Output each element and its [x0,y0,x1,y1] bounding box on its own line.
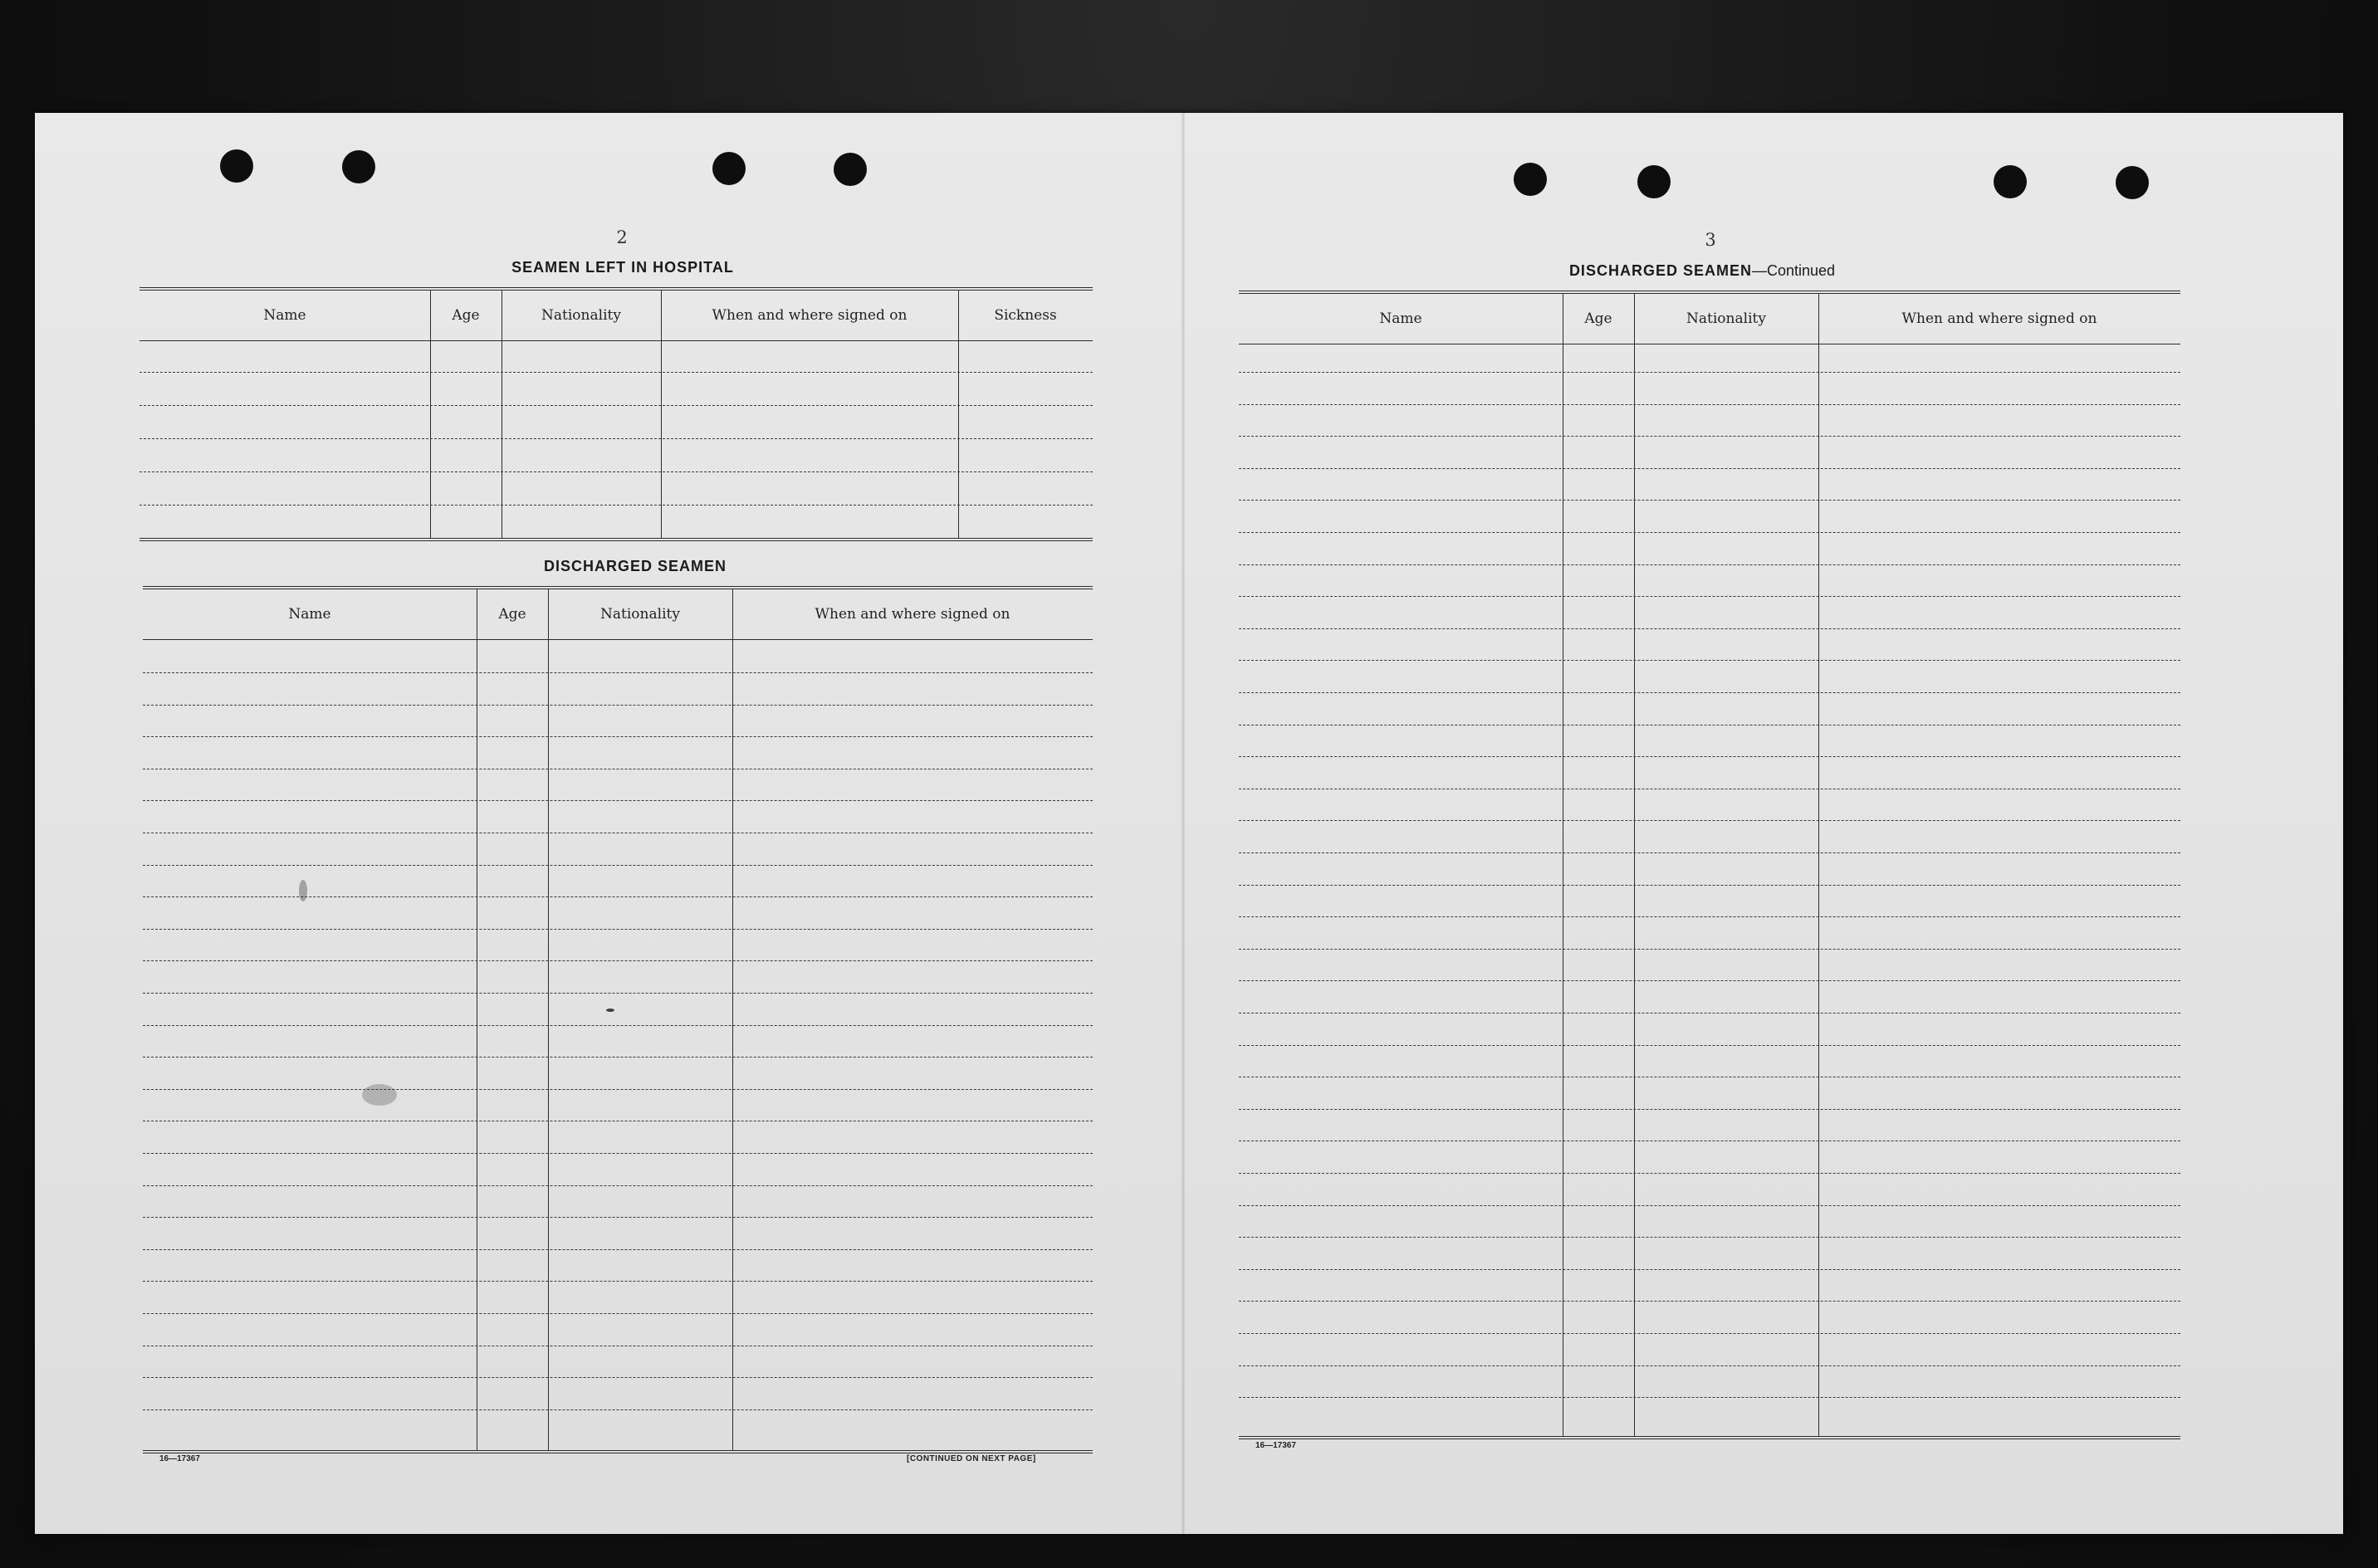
row-rule [139,438,1093,439]
column-divider [548,589,549,1450]
row-rule [143,993,1093,994]
discharged-section-title: DISCHARGED SEAMEN [543,558,727,574]
column-divider [1634,294,1635,1436]
row-rule [1239,596,2180,597]
row-rule [1239,660,2180,661]
row-rule [1239,468,2180,469]
continued-header-row [1239,294,2180,344]
form-code-right: 16—17367 [1255,1441,1296,1450]
row-rule [143,1153,1093,1154]
discharged-continued-table [1239,291,2180,1439]
row-rule [1239,949,2180,950]
punch-hole [220,149,253,183]
row-rule [143,1249,1093,1250]
row-rule [1239,1269,2180,1270]
column-header-sickness: Sickness [994,307,1057,324]
column-divider [732,589,733,1450]
row-rule [143,1089,1093,1090]
row-rule [1239,885,2180,886]
row-rule [143,800,1093,801]
row-rule [139,471,1093,472]
form-code-left: 16—17367 [159,1454,200,1463]
row-rule [143,705,1093,706]
column-header-name: Name [263,307,306,324]
row-rule [143,929,1093,930]
column-divider [1818,294,1819,1436]
column-header-age: Age [1584,310,1612,327]
row-rule [143,1025,1093,1026]
row-rule [1239,1365,2180,1366]
column-header-age: Age [452,307,480,324]
row-rule [1239,980,2180,981]
stain-mark [362,1084,397,1106]
row-rule [1239,1205,2180,1206]
stain-mark [606,1009,614,1012]
row-rule [143,672,1093,673]
column-header-nationality: Nationality [1686,310,1766,327]
row-rule [1239,564,2180,565]
row-rule [143,1377,1093,1378]
row-rule [1239,1301,2180,1302]
punch-hole [342,150,375,183]
row-rule [143,1313,1093,1314]
column-header-name: Name [1379,310,1422,327]
column-header-signed-on: When and where signed on [1901,310,2097,327]
row-rule [143,1409,1093,1410]
row-rule [1239,756,2180,757]
row-rule [1239,404,2180,405]
column-header-signed-on: When and where signed on [712,307,908,324]
punch-hole [834,153,867,186]
row-rule [1239,1013,2180,1014]
row-rule [143,896,1093,897]
discharged-continued-title-main: DISCHARGED SEAMEN [1568,262,1752,279]
row-rule [143,960,1093,961]
page-number-right: 3 [1705,230,1716,250]
hospital-header-row [139,291,1093,341]
discharged-header-row [143,589,1093,640]
column-divider [958,291,959,538]
column-header-name: Name [288,606,331,623]
row-rule [1239,692,2180,693]
row-rule [143,736,1093,737]
row-rule [1239,628,2180,629]
column-divider [430,291,431,538]
row-rule [1239,852,2180,853]
punch-hole [1637,165,1671,198]
column-header-nationality: Nationality [600,606,680,623]
row-rule [1239,1109,2180,1110]
row-rule [1239,436,2180,437]
punch-hole [2116,166,2149,199]
stain-mark [299,880,307,901]
discharged-continued-title-suffix: —Continued [1751,262,1836,279]
row-rule [143,1281,1093,1282]
row-rule [139,405,1093,406]
punch-hole [712,152,746,185]
discharged-table [143,586,1093,1453]
row-rule [1239,1173,2180,1174]
row-rule [1239,532,2180,533]
punch-hole [1994,165,2027,198]
column-divider [661,291,662,538]
punch-hole [1514,163,1547,196]
row-rule [1239,500,2180,501]
hospital-table [139,287,1093,541]
row-rule [1239,1045,2180,1046]
row-rule [139,505,1093,506]
row-rule [1239,1237,2180,1238]
row-rule [139,372,1093,373]
row-rule [1239,916,2180,917]
page-number-left: 2 [616,227,628,247]
row-rule [1239,372,2180,373]
discharged-continued-title [1511,262,1893,280]
column-header-signed-on: When and where signed on [815,606,1010,623]
row-rule [1239,1397,2180,1398]
hospital-section-title: SEAMEN LEFT IN HOSPITAL [511,259,734,276]
center-fold [1182,113,1185,1534]
continued-note: [CONTINUED ON NEXT PAGE] [907,1454,1036,1463]
row-rule [143,1057,1093,1058]
row-rule [1239,820,2180,821]
column-header-age: Age [498,606,526,623]
row-rule [143,1185,1093,1186]
row-rule [143,1217,1093,1218]
row-rule [1239,1333,2180,1334]
row-rule [143,865,1093,866]
column-header-nationality: Nationality [541,307,621,324]
